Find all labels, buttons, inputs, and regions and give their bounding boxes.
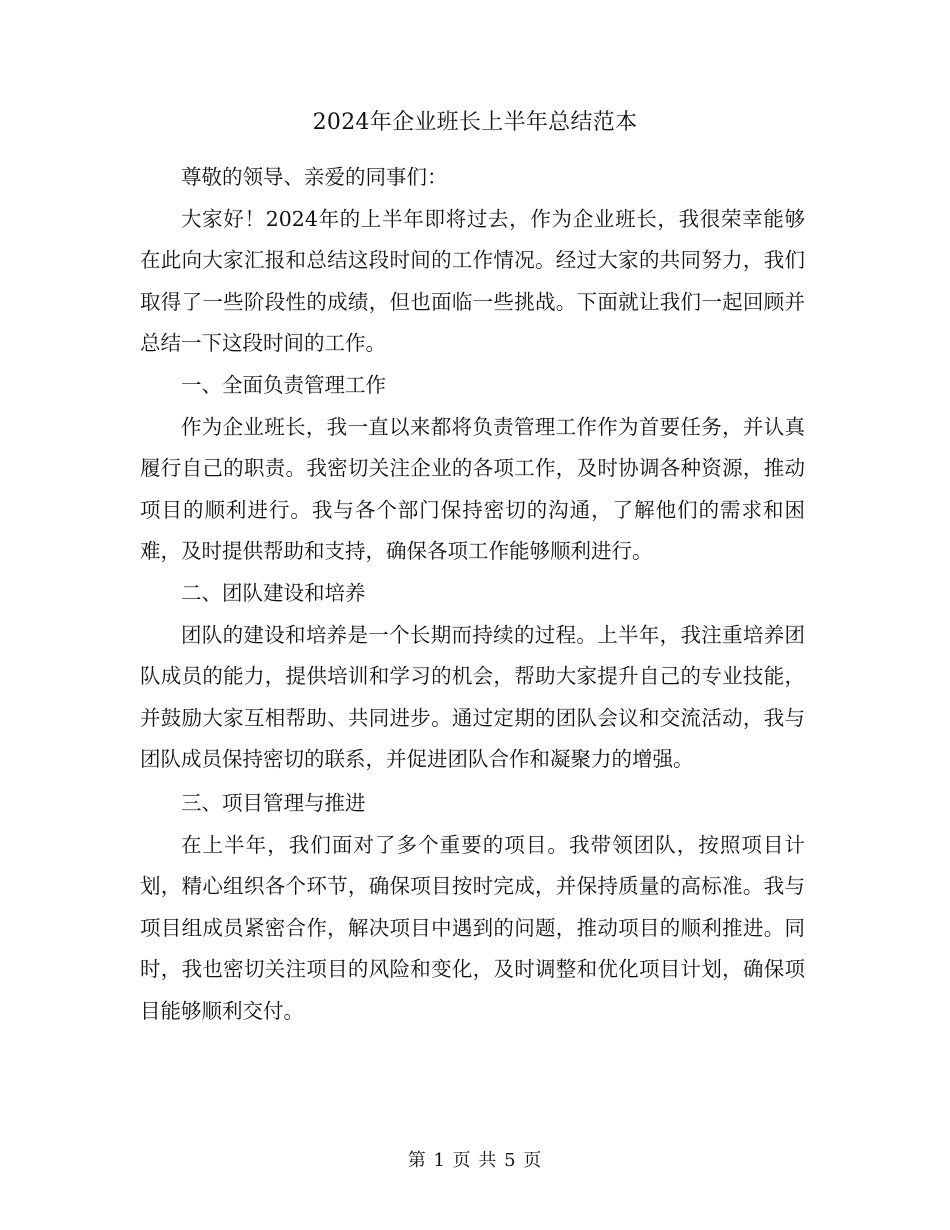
section-paragraph-management: 作为企业班长，我一直以来都将负责管理工作作为首要任务，并认真履行自己的职责。我密切关注企业的各项工作，及时协调各种资源，推动项目的顺利进行。我与各个部门保持密切的沟通，了解他们的需求和困难，及时提供帮助和支持，确保各项工作能够顺利进行。 bbox=[140, 414, 805, 564]
section-heading-team: 二、团队建设和培养 bbox=[181, 580, 366, 605]
document-title: 2024年企业班长上半年总结范本 bbox=[312, 110, 638, 135]
intro-paragraph: 大家好！2024年的上半年即将过去，作为企业班长，我很荣幸能够在此向大家汇报和总结这段时间的工作情况。经过大家的共同努力，我们取得了一些阶段性的成绩，但也面临一些挑战。下面就让我们一起回顾并总结一下这段时间的工作。 bbox=[140, 206, 805, 356]
section-paragraph-projects: 在上半年，我们面对了多个重要的项目。我带领团队，按照项目计划，精心组织各个环节，确保项目按时完成，并保持质量的高标准。我与项目组成员紧密合作，解决项目中遇到的问题，推动项目的顺利推进。同时，我也密切关注项目的风险和变化，及时调整和优化项目计划，确保项目能够顺利交付。 bbox=[140, 832, 805, 1023]
section-heading-management: 一、全面负责管理工作 bbox=[181, 372, 386, 397]
page-number-footer: 第 1 页 共 5 页 bbox=[407, 1150, 543, 1171]
document-body bbox=[140, 157, 805, 1032]
section-heading-projects: 三、项目管理与推进 bbox=[181, 790, 366, 815]
section-paragraph-team: 团队的建设和培养是一个长期而持续的过程。上半年，我注重培养团队成员的能力，提供培训和学习的机会，帮助大家提升自己的专业技能，并鼓励大家互相帮助、共同进步。通过定期的团队会议和交流活动，我与团队成员保持密切的联系，并促进团队合作和凝聚力的增强。 bbox=[140, 622, 805, 772]
salutation: 尊敬的领导、亲爱的同事们： bbox=[181, 165, 448, 189]
